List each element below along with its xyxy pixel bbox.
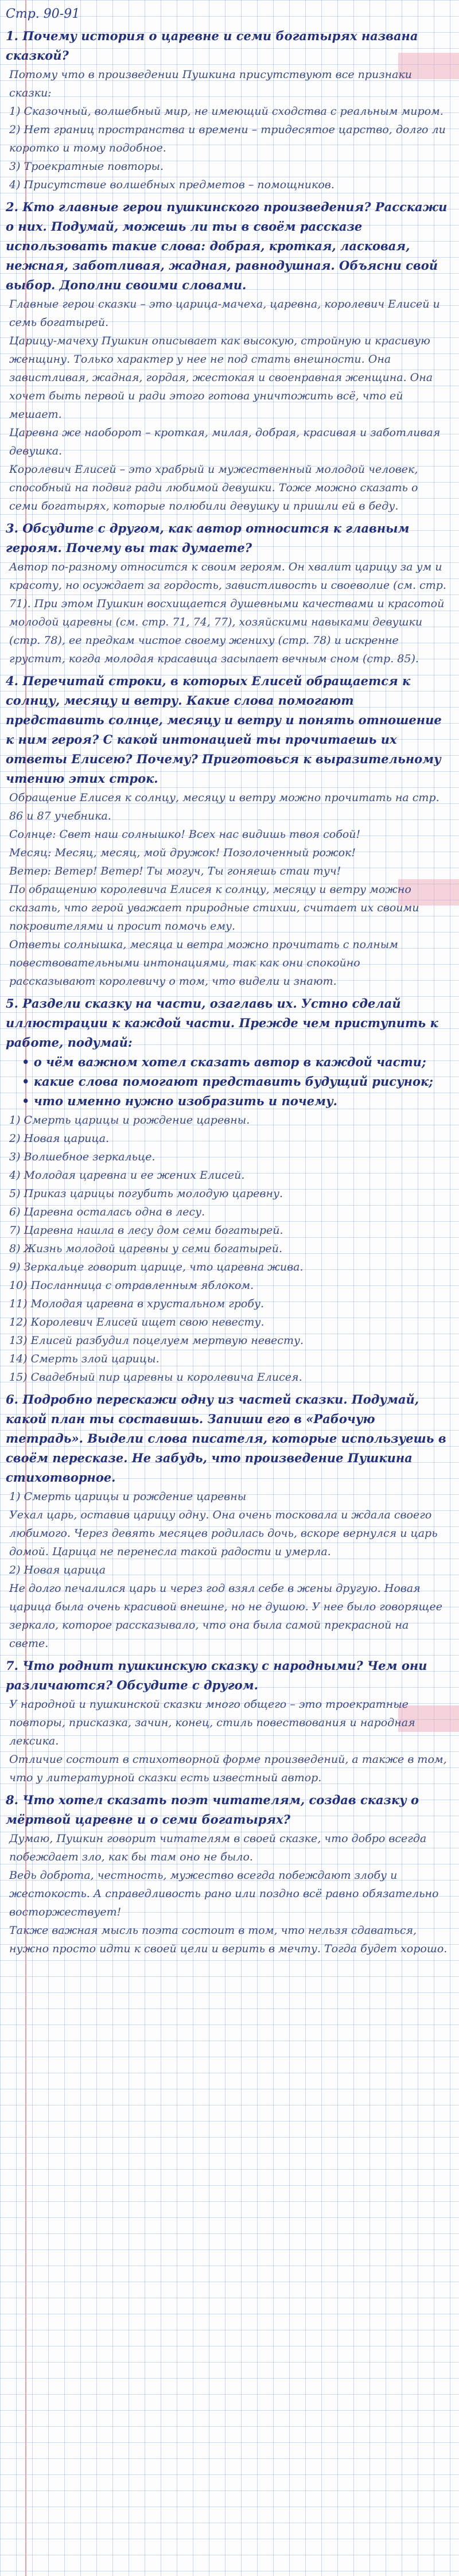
plan-item: 6) Царевна осталась одна в лесу. [9, 1206, 205, 1218]
plan-item: 2) Новая царица. [9, 1132, 110, 1145]
section-7 [6, 1656, 450, 1787]
plan-item: 12) Королевич Елисей ищет свою невесту. [9, 1316, 264, 1328]
section-2 [6, 197, 450, 515]
plan-item: 14) Смерть злой царицы. [9, 1353, 160, 1365]
answer-line: У народной и пушкинской сказки много общего – это троекратные повторы, присказка, зачин, конец, стиль повествования и народная лексика. [9, 1698, 415, 1747]
plan-item: 13) Елисей разбудил поцелуем мертвую невесту. [9, 1334, 304, 1347]
answer-line: Отличие состоит в стихотворной форме произведений, а также в том, что у литературной сказки есть известный автор. [9, 1753, 447, 1784]
answer-line: Уехал царь, оставив царицу одну. Она очень тосковала и ждала своего любимого. Через девять месяцев родилась дочь, вскоре вернулся и царь домой. Царица не перенесла такой радости и умерла. [9, 1509, 438, 1558]
answer-line: Царицу-мачеху Пушкин описывает как высокую, стройную и красивую женщину. Только характер у нее не под стать внешности. Она завистливая, жадная, гордая, жестокая и своенравная женщина. Она хочет быть первой и ради этого готова уничтожить всё, что ей мешает. [9, 335, 433, 421]
plan-item: 4) Молодая царевна и ее жених Елисей. [9, 1169, 245, 1182]
plan-item: 7) Царевна нашла в лесу дом семи богатырей. [9, 1224, 283, 1237]
bullet-text: о чём важном хотел сказать автор в каждой части; [33, 1055, 426, 1069]
answer-line: Потому что в произведении Пушкина присутствуют все признаки сказки: [9, 68, 413, 99]
plan-item: 9) Зеркальце говорит царице, что царевна жива. [9, 1261, 304, 1273]
answer-line: 3) Троекратные повторы. [9, 160, 164, 173]
bullet-item: • что именно нужно изобразить и почему. [22, 1094, 337, 1108]
answer-line: Также важная мысль поэта состоит в том, что нельзя сдаваться, нужно просто идти к своей цели и верить в мечту. Тогда будет хорошо. [9, 1924, 448, 1955]
answer-line: Королевич Елисей – это храбрый и мужественный молодой человек, способный на подвиг ради любимой девушки. Тоже можно сказать о семи богатырях, которые полюбили девушку и пришли ей в беду. [9, 463, 418, 512]
page-content [6, 5, 450, 1961]
bullet-text: что именно нужно изобразить и почему. [33, 1094, 337, 1108]
answer-line: Не долго печалился царь и через год взял себе в жены другую. Новая царица была очень красивой внешне, но не душою. У нее было говорящее зеркало, которое рассказывало, что она была самой прекрасной на свете. [9, 1582, 443, 1650]
plan-item: 10) Посланница с отравленным яблоком. [9, 1279, 254, 1292]
section-1 [6, 26, 450, 194]
answer-line: 4) Присутствие волшебных предметов – помощников. [9, 178, 334, 191]
plan-item: 5) Приказ царицы погубить молодую царевну. [9, 1187, 283, 1200]
section-5 [6, 994, 450, 1386]
answer-line: Царевна же наоборот – кроткая, милая, добрая, красивая и заботливая девушка. [9, 426, 441, 457]
answer-line: Автор по-разному относится к своим героям. Он хвалит царицу за ум и красоту, но осуждает за гордость, завистливость и своеволие (см. стр. 71). При этом Пушкин восхищается душевными качествами и красотой молодой царевны (см. стр. 71, 74, 77), хозяйскими навыками девушки (стр. 78), ее предкам чистое своему жениху (стр. 78) и искренне грустит, когда молодая красавица засыпает вечным сном (стр. 85). [9, 561, 446, 665]
question-7: 7. Что роднит пушкинскую сказку с народными? Чем они различаются? Обсудите с другом. [6, 1658, 427, 1692]
plan-item: 15) Свадебный пир царевны и королевича Елисея. [9, 1371, 302, 1384]
question-3: 3. Обсудите с другом, как автор относится к главным героям. Почему вы так думаете? [6, 521, 410, 555]
answer-line: Главные герои сказки – это царица-мачеха, царевна, королевич Елисей и семь богатырей. [9, 298, 440, 329]
dialogue-wind: Ветер: Ветер! Ветер! Ты могуч, Ты гоняешь стаи туч! [9, 865, 341, 877]
answer-line: Обращение Елисея к солнцу, месяцу и ветру можно прочитать на стр. 86 и 87 учебника. [9, 791, 439, 822]
plan-item: 3) Волшебное зеркальце. [9, 1151, 155, 1163]
retell-heading: 1) Смерть царицы и рождение царевны [9, 1490, 247, 1503]
answer-line: Ответы солнышка, месяца и ветра можно прочитать с полным повествовательными интонациями, так как они спокойно рассказывают королевичу о том, что видели и знают. [9, 938, 398, 988]
question-5: 5. Раздели сказку на части, озаглавь их. Устно сделай иллюстрации к каждой части. Прежде чем приступить к работе, подумай: [6, 996, 438, 1050]
bullet-item: • какие слова помогают представить будущий рисунок; [22, 1074, 433, 1089]
section-4 [6, 671, 450, 990]
question-6: 6. Подробно перескажи одну из частей сказки. Подумай, какой план ты составишь. Запиши его в «Рабочую тетрадь». Выдели слова писателя, которые используешь в своём пересказе. Не забудь, что произведение Пушкина стихотворное. [6, 1392, 446, 1485]
dialogue-moon: Месяц: Месяц, месяц, мой дружок! Позолоченный рожок! [9, 846, 356, 859]
bullet-item: • о чём важном хотел сказать автор в каждой части; [22, 1055, 426, 1069]
answer-line: Думаю, Пушкин говорит читателям в своей сказке, что добро всегда побеждает зло, как бы там оно не было. [9, 1832, 427, 1863]
plan-item: 8) Жизнь молодой царевны у семи богатырей. [9, 1242, 283, 1255]
answer-line: Ведь доброта, честность, мужество всегда побеждают злобу и жестокость. А справедливость рано или поздно всё равно обязательно восторжествует! [9, 1869, 439, 1918]
plan-item: 1) Смерть царицы и рождение царевны. [9, 1114, 250, 1126]
question-8: 8. Что хотел сказать поэт читателям, создав сказку о мёртвой царевне и о семи богатырях? [6, 1793, 419, 1827]
retell-heading: 2) Новая царица [9, 1564, 106, 1576]
answer-line: 1) Сказочный, волшебный мир, не имеющий сходства с реальным миром. [9, 105, 444, 118]
answer-line: По обращению королевича Елисея к солнцу, месяцу и ветру можно сказать, что герой уважает природные стихии, считает их своими покровителями и просит помочь ему. [9, 883, 419, 933]
section-8 [6, 1790, 450, 1958]
question-4: 4. Перечитай строки, в которых Елисей обращается к солнцу, месяцу и ветру. Какие слова помогают представить солнце, месяцу и ветру и понять отношение к ним героя? С какой интонацией ты прочитаешь их ответы Елисею? Почему? Приготовься к выразительному чтению этих строк. [6, 674, 442, 786]
page-header: Стр. 90-91 [6, 7, 80, 21]
question-1: 1. Почему история о царевне и семи богатырях названа сказкой? [6, 29, 418, 63]
section-3 [6, 519, 450, 668]
dialogue-sun: Солнце: Свет наш солнышко! Всех нас видишь твоя собой! [9, 828, 361, 841]
question-2: 2. Кто главные герои пушкинского произведения? Расскажи о них. Подумай, можешь ли ты в своём рассказе использовать такие слова: добрая, кроткая, ласковая, нежная, заботливая, жадная, равнодушная. Объясни свой выбор. Дополни своими словами. [6, 200, 448, 292]
section-6 [6, 1390, 450, 1653]
bullet-text: какие слова помогают представить будущий рисунок; [33, 1074, 433, 1089]
answer-line: 2) Нет границ пространства и времени – тридесятое царство, долго ли коротко и тому подобное. [9, 123, 446, 154]
plan-item: 11) Молодая царевна в хрустальном гробу. [9, 1297, 264, 1310]
